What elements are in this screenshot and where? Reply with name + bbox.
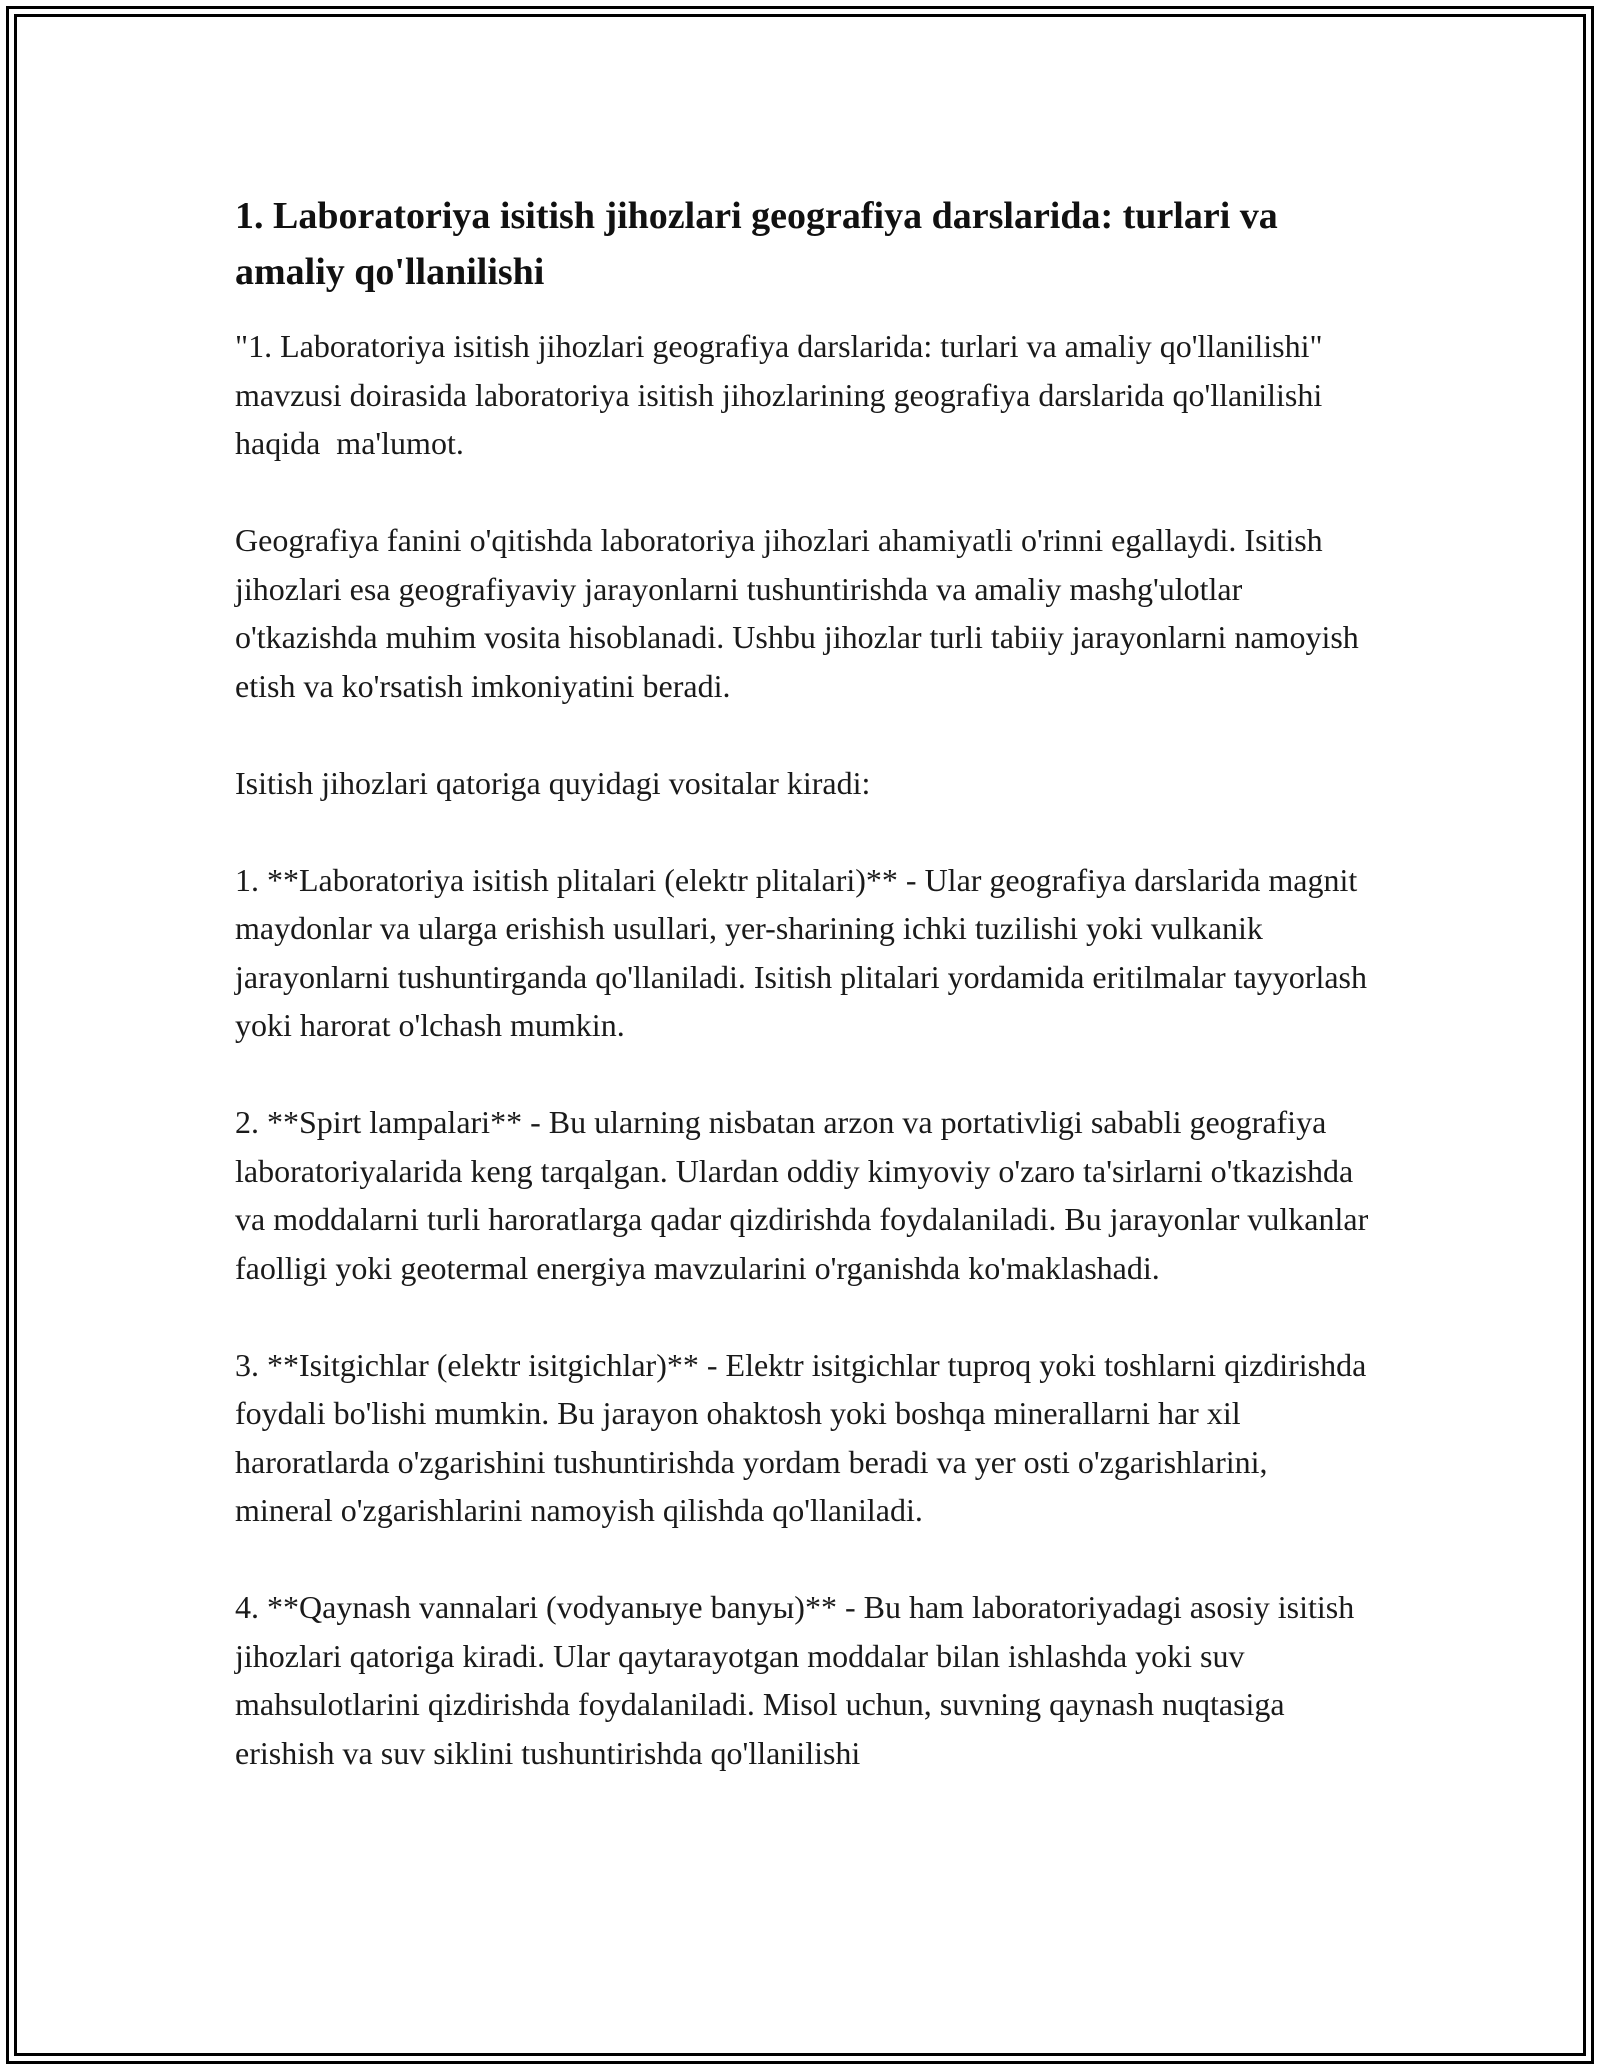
list-item-water-baths: 4. **Qaynash vannalari (vodyanыye banyы)** - Bu ham laboratoriyadagi asosiy isitish jihozlari qatoriga kiradi. Ular qaytarayotgan moddalar bilan ishlashda yoki suv mahsulotlarini qizdirishda foydalaniladi. Misol uchun, suvning qaynash nuqtasiga erishish va suv siklini tushuntirishda qo'llanilishi [235, 1589, 1363, 1771]
list-item-heating-plates: 1. **Laboratoriya isitish plitalari (elektr plitalari)** - Ular geografiya darslarida magnit maydonlar va ularga erishish usullari, yer-sharining ichki tuzilishi yoki vulkanik jarayonlarni tushuntirganda qo'llaniladi. Isitish plitalari yordamida eritilmalar tayyorlash yoki harorat o'lchash mumkin. [235, 861, 1375, 1043]
document-title: 1. Laboratoriya isitish jihozlari geografiya darslarida: turlari va amaliy qo'llanilishi [235, 195, 1278, 293]
paragraph-list-intro: Isitish jihozlari qatoriga quyidagi vositalar kiradi: [235, 764, 871, 801]
document-body [235, 188, 1377, 1826]
list-item-spirit-lamps: 2. **Spirt lampalari** - Bu ularning nisbatan arzon va portativligi sababli geografiya laboratoriyalarida keng tarqalgan. Ulardan oddiy kimyoviy o'zaro ta'sirlarni o'tkazishda va moddalarni turli haroratlarga qadar qizdirishda foydalaniladi. Bu jarayonlar vulkanlar faolligi yoki geotermal energiya mavzularini o'rganishda ko'maklashadi. [235, 1104, 1377, 1286]
paragraph-intro: "1. Laboratoriya isitish jihozlari geografiya darslarida: turlari va amaliy qo'llanilishi" mavzusi doirasida laboratoriya isitish jihozlarining geografiya darslarida qo'llanilishi haqida ma'lumot. [235, 328, 1331, 461]
paragraph-overview: Geografiya fanini o'qitishda laboratoriya jihozlari ahamiyatli o'rinni egallaydi. Isitish jihozlari esa geografiyaviy jarayonlarni tushuntirishda va amaliy mashg'ulotlar o'tkazishda muhim vosita hisoblanadi. Ushbu jihozlar turli tabiiy jarayonlarni namoyish etish va ko'rsatish imkoniyatini beradi. [235, 522, 1367, 704]
list-item-electric-heaters: 3. **Isitgichlar (elektr isitgichlar)** - Elektr isitgichlar tuproq yoki toshlarni qizdirishda foydali bo'lishi mumkin. Bu jarayon ohaktosh yoki boshqa minerallarni har xil haroratlarda o'zgarishini tushuntirishda yordam beradi va yer osti o'zgarishlarini, mineral o'zgarishlarini namoyish qilishda qo'llaniladi. [235, 1346, 1375, 1528]
